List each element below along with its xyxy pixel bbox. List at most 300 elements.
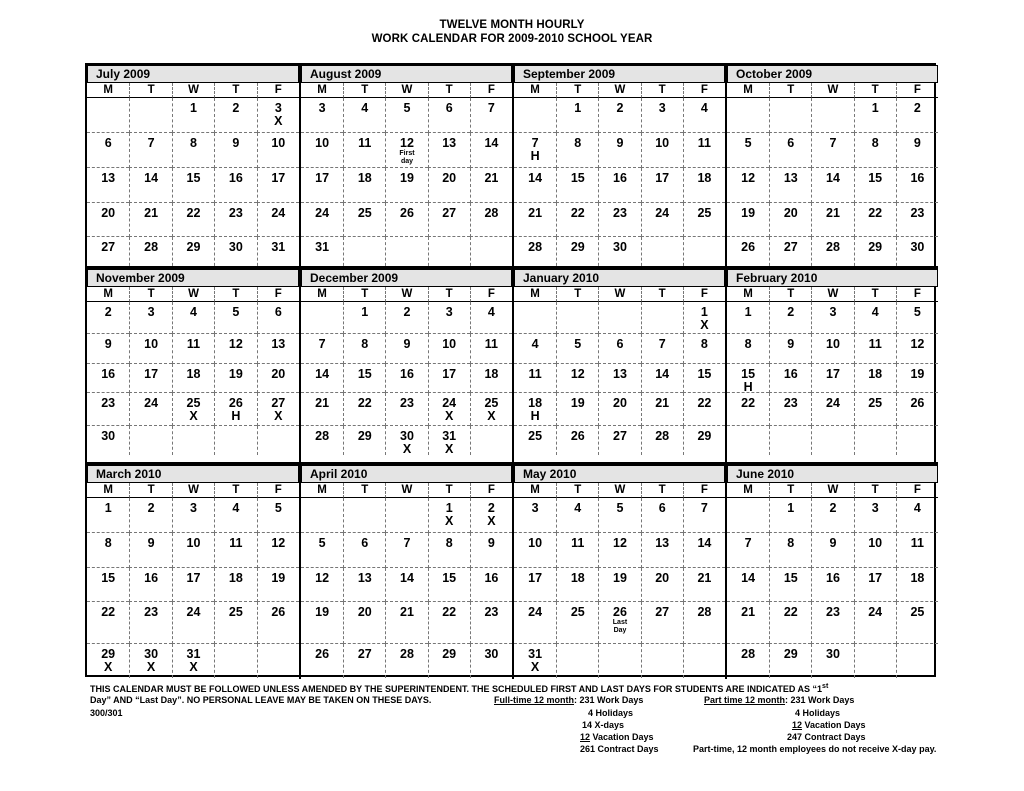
weekday-header-mon: M — [727, 83, 769, 98]
day-number: 22 — [357, 396, 372, 410]
day-number: 18 — [910, 571, 925, 585]
day-cell — [129, 533, 171, 568]
weekday-header-thu: T — [214, 287, 256, 302]
day-number: 23 — [144, 605, 159, 619]
day-cell — [214, 302, 256, 334]
day-cell — [514, 168, 556, 203]
day-number: 18 — [186, 367, 201, 381]
day-cell — [172, 498, 214, 533]
day-cell — [301, 568, 343, 602]
month-block — [512, 266, 725, 462]
day-cell — [556, 644, 598, 678]
day-number: 12 — [228, 337, 243, 351]
day-number: 2 — [787, 305, 795, 319]
day-number: 15 — [442, 571, 457, 585]
day-cell — [301, 334, 343, 364]
day-number: 8 — [744, 337, 752, 351]
weekday-header-mon: M — [301, 483, 343, 498]
day-cell — [683, 393, 725, 426]
month-header: February 2010 — [727, 269, 938, 287]
calendar-title: TWELVE MONTH HOURLY — [439, 19, 585, 31]
day-number: 6 — [445, 101, 453, 115]
day-number: 21 — [315, 396, 330, 410]
day-cell — [470, 98, 512, 133]
day-cell — [854, 568, 896, 602]
day-number: 30 — [484, 647, 499, 661]
day-number: 22 — [186, 206, 201, 220]
day-cell — [769, 602, 811, 644]
day-cell — [896, 393, 938, 426]
day-cell — [854, 602, 896, 644]
day-cell — [385, 203, 427, 237]
day-cell — [343, 644, 385, 678]
day-cell — [811, 602, 853, 644]
day-number: 15 — [357, 367, 372, 381]
day-cell — [214, 133, 256, 168]
day-cell — [854, 302, 896, 334]
day-number: 3 — [829, 305, 837, 319]
notice-line-1 — [90, 681, 828, 695]
day-cell — [514, 133, 556, 168]
day-number: 10 — [868, 536, 883, 550]
day-number: 17 — [528, 571, 543, 585]
day-cell — [727, 533, 769, 568]
day-number: 11 — [186, 337, 201, 351]
day-cell — [385, 498, 427, 533]
day-number: 22 — [868, 206, 883, 220]
document-code: 300/301 — [90, 708, 123, 718]
day-number: 28 — [655, 429, 670, 443]
day-cell — [769, 98, 811, 133]
weekday-header-tue: T — [343, 287, 385, 302]
day-cell — [769, 133, 811, 168]
day-number: 14 — [655, 367, 670, 381]
day-cell — [343, 133, 385, 168]
day-cell — [214, 426, 256, 455]
day-number: 13 — [442, 136, 457, 150]
day-cell — [172, 334, 214, 364]
day-number: 7 — [700, 501, 708, 515]
day-number: 1 — [190, 101, 197, 115]
day-number: 6 — [274, 305, 282, 319]
day-cell — [385, 644, 427, 678]
day-number: 29 — [101, 647, 116, 661]
day-number: 30 — [613, 240, 627, 254]
day-cell — [598, 168, 640, 203]
day-cell — [214, 533, 256, 568]
day-number: 22 — [442, 605, 457, 619]
day-cell — [343, 168, 385, 203]
day-cell — [811, 203, 853, 237]
day-number: 19 — [315, 605, 330, 619]
month-header: June 2010 — [727, 465, 938, 483]
day-number: 4 — [361, 101, 369, 115]
day-number: 19 — [741, 206, 756, 220]
day-cell — [470, 393, 512, 426]
weekday-header-tue: T — [129, 83, 171, 98]
day-cell — [343, 98, 385, 133]
day-number: 8 — [104, 536, 112, 550]
day-cell — [514, 364, 556, 393]
month-header: April 2010 — [301, 465, 512, 483]
day-cell — [854, 498, 896, 533]
day-cell — [129, 602, 171, 644]
day-number: 9 — [829, 536, 837, 550]
day-cell — [87, 203, 129, 237]
day-number: 16 — [826, 571, 840, 585]
day-number: 17 — [826, 367, 840, 381]
day-number: 26 — [228, 396, 243, 410]
x-day-marker: X — [445, 514, 454, 528]
day-cell — [683, 203, 725, 237]
day-number: 8 — [445, 536, 453, 550]
day-number: 19 — [400, 171, 414, 185]
day-cell — [641, 602, 683, 644]
day-number: 11 — [358, 136, 372, 150]
day-number: 11 — [697, 136, 711, 150]
day-number: 12 — [910, 337, 925, 351]
day-number: 18 — [570, 571, 585, 585]
day-number: 9 — [232, 136, 240, 150]
weekday-header-fri: F — [257, 83, 299, 98]
day-cell — [129, 98, 171, 133]
day-cell — [214, 602, 256, 644]
day-cell — [385, 302, 427, 334]
day-cell — [301, 364, 343, 393]
day-number: 16 — [400, 367, 414, 381]
notice-text-2: Day” AND “Last Day”. NO PERSONAL LEAVE MAY BE TAKEN ON THESE DAYS. — [90, 695, 432, 705]
weekday-header-thu: T — [428, 287, 470, 302]
weekday-header-thu: T — [854, 83, 896, 98]
day-number: 3 — [658, 101, 666, 115]
day-cell — [257, 302, 299, 334]
day-number: 30 — [400, 429, 414, 443]
day-number: 29 — [442, 647, 457, 661]
day-cell — [129, 168, 171, 203]
day-cell — [683, 364, 725, 393]
day-cell — [343, 302, 385, 334]
day-cell — [87, 334, 129, 364]
day-cell — [385, 168, 427, 203]
weekday-header-fri: F — [683, 287, 725, 302]
day-cell — [514, 498, 556, 533]
day-cell — [470, 133, 512, 168]
parttime-note: Part-time, 12 month employees do not receive X-day pay. — [693, 744, 937, 754]
day-number: 20 — [101, 206, 116, 220]
day-cell — [129, 426, 171, 455]
day-cell — [769, 334, 811, 364]
parttime-vacation-number: 12 — [792, 720, 803, 730]
day-number: 13 — [655, 536, 670, 550]
day-cell — [514, 602, 556, 644]
day-number: 29 — [697, 429, 712, 443]
day-cell — [428, 498, 470, 533]
day-number: 14 — [400, 571, 414, 585]
day-cell — [385, 133, 427, 168]
day-cell — [641, 302, 683, 334]
day-number: 7 — [658, 337, 666, 351]
weekday-header-mon: M — [514, 483, 556, 498]
weekday-header-tue: T — [343, 483, 385, 498]
day-cell — [257, 426, 299, 455]
day-number: 7 — [403, 536, 411, 550]
day-cell — [514, 393, 556, 426]
day-cell — [172, 168, 214, 203]
day-cell — [257, 133, 299, 168]
day-number: 11 — [571, 536, 585, 550]
day-cell — [129, 498, 171, 533]
day-cell — [470, 602, 512, 644]
day-number: 5 — [318, 536, 326, 550]
day-cell — [641, 393, 683, 426]
day-cell — [214, 203, 256, 237]
weekday-header-thu: T — [854, 483, 896, 498]
day-number: 10 — [315, 136, 330, 150]
day-number: 26 — [613, 605, 627, 619]
day-cell — [470, 168, 512, 203]
day-cell — [172, 644, 214, 678]
day-cell — [896, 568, 938, 602]
day-number: 12 — [271, 536, 286, 550]
day-number: 24 — [442, 396, 457, 410]
day-number: 2 — [403, 305, 411, 319]
day-number: 3 — [445, 305, 453, 319]
holiday-marker: H — [231, 409, 241, 423]
day-cell — [428, 98, 470, 133]
x-day-marker: X — [189, 409, 198, 423]
day-cell — [556, 302, 598, 334]
day-number: 28 — [528, 240, 543, 254]
day-cell — [301, 533, 343, 568]
x-day-marker: X — [104, 660, 113, 674]
day-number: 19 — [228, 367, 243, 381]
day-cell — [854, 334, 896, 364]
fulltime-work-days — [494, 695, 643, 706]
day-number: 26 — [910, 396, 925, 410]
day-cell — [854, 533, 896, 568]
day-number: 12 — [741, 171, 756, 185]
day-number: 28 — [741, 647, 756, 661]
x-day-marker: X — [402, 442, 412, 456]
day-number: 9 — [616, 136, 624, 150]
weekday-header-wed: W — [811, 483, 853, 498]
day-cell — [87, 533, 129, 568]
day-cell — [172, 533, 214, 568]
day-cell — [683, 498, 725, 533]
day-number: 20 — [442, 171, 457, 185]
day-cell — [385, 533, 427, 568]
day-cell — [769, 644, 811, 678]
month-header: September 2009 — [514, 65, 725, 83]
holiday-marker: H — [530, 149, 540, 163]
day-cell — [301, 98, 343, 133]
day-cell — [129, 334, 171, 364]
weekday-header-tue: T — [129, 287, 171, 302]
fulltime-label: Full-time 12 month — [494, 695, 575, 705]
day-number: 25 — [484, 396, 499, 410]
day-cell — [641, 334, 683, 364]
month-block — [299, 266, 512, 462]
day-number: 23 — [228, 206, 243, 220]
weekday-header-tue: T — [343, 83, 385, 98]
day-cell — [514, 334, 556, 364]
day-cell — [428, 168, 470, 203]
day-number: 10 — [528, 536, 543, 550]
day-number: 5 — [574, 337, 582, 351]
day-note: day — [400, 158, 414, 165]
day-cell — [598, 364, 640, 393]
day-number: 6 — [616, 337, 624, 351]
day-cell — [301, 133, 343, 168]
day-cell — [514, 568, 556, 602]
day-number: 8 — [871, 136, 879, 150]
day-cell — [598, 334, 640, 364]
day-cell — [896, 334, 938, 364]
day-number: 26 — [570, 429, 585, 443]
day-cell — [172, 393, 214, 426]
day-cell — [896, 498, 938, 533]
day-number: 21 — [400, 605, 414, 619]
day-number: 4 — [574, 501, 582, 515]
day-number: 23 — [783, 396, 798, 410]
day-number: 11 — [528, 367, 542, 381]
x-day-marker: X — [530, 660, 540, 674]
day-cell — [683, 133, 725, 168]
month-header: May 2010 — [514, 465, 725, 483]
day-number: 11 — [229, 536, 243, 550]
day-number: 1 — [700, 305, 708, 319]
weekday-header-thu: T — [428, 83, 470, 98]
holiday-marker: H — [743, 380, 753, 394]
day-number: 1 — [104, 501, 112, 515]
day-cell — [470, 533, 512, 568]
day-cell — [811, 393, 853, 426]
weekday-header-tue: T — [769, 483, 811, 498]
day-cell — [896, 302, 938, 334]
day-cell — [343, 364, 385, 393]
day-number: 14 — [484, 136, 499, 150]
day-cell — [257, 602, 299, 644]
day-cell — [470, 364, 512, 393]
weekday-header-thu: T — [641, 287, 683, 302]
weekday-header-fri: F — [683, 483, 725, 498]
day-number: 6 — [361, 536, 369, 550]
day-cell — [727, 364, 769, 393]
day-cell — [683, 302, 725, 334]
weekday-header-mon: M — [514, 83, 556, 98]
fulltime-holidays: 4 Holidays — [588, 708, 634, 718]
day-cell — [769, 203, 811, 237]
day-cell — [172, 426, 214, 455]
day-number: 31 — [315, 240, 330, 254]
day-number: 12 — [570, 367, 585, 381]
day-number: 10 — [826, 337, 840, 351]
day-cell — [301, 393, 343, 426]
day-cell — [428, 533, 470, 568]
weekday-header-fri: F — [470, 83, 512, 98]
day-number: 6 — [658, 501, 666, 515]
day-cell — [87, 568, 129, 602]
day-number: 7 — [829, 136, 837, 150]
day-number: 27 — [442, 206, 457, 220]
calendar-grid — [85, 63, 936, 677]
day-cell — [641, 133, 683, 168]
x-day-marker: X — [445, 442, 454, 456]
day-cell — [598, 426, 640, 455]
day-number: 14 — [315, 367, 330, 381]
day-cell — [854, 644, 896, 678]
day-cell — [343, 334, 385, 364]
day-cell — [598, 98, 640, 133]
month-block — [87, 266, 299, 462]
day-cell — [641, 498, 683, 533]
day-number: 28 — [826, 240, 840, 254]
x-day-marker: X — [274, 409, 283, 423]
day-cell — [896, 644, 938, 678]
day-number: 2 — [147, 501, 155, 515]
day-cell — [683, 334, 725, 364]
day-cell — [556, 364, 598, 393]
day-number: 7 — [147, 136, 155, 150]
day-number: 28 — [144, 240, 159, 254]
day-number: 10 — [655, 136, 670, 150]
month-block — [299, 462, 512, 679]
day-number: 16 — [910, 171, 925, 185]
day-number: 17 — [271, 171, 286, 185]
day-cell — [514, 98, 556, 133]
day-cell — [172, 364, 214, 393]
day-number: 15 — [570, 171, 585, 185]
day-number: 25 — [868, 396, 883, 410]
day-cell — [811, 334, 853, 364]
day-number: 27 — [271, 396, 286, 410]
day-number: 9 — [403, 337, 411, 351]
day-cell — [257, 533, 299, 568]
day-number: 7 — [744, 536, 752, 550]
day-cell — [683, 602, 725, 644]
day-cell — [896, 203, 938, 237]
day-cell — [172, 203, 214, 237]
day-number: 21 — [697, 571, 712, 585]
day-number: 27 — [613, 429, 627, 443]
day-cell — [301, 644, 343, 678]
day-cell — [301, 498, 343, 533]
weekday-header-fri: F — [896, 287, 938, 302]
day-cell — [428, 364, 470, 393]
day-cell — [514, 203, 556, 237]
day-number: 30 — [228, 240, 243, 254]
day-cell — [129, 203, 171, 237]
day-cell — [470, 334, 512, 364]
day-cell — [641, 98, 683, 133]
day-cell — [811, 568, 853, 602]
day-number: 27 — [655, 605, 670, 619]
day-number: 26 — [315, 647, 330, 661]
day-number: 30 — [144, 647, 159, 661]
day-number: 22 — [570, 206, 585, 220]
day-cell — [769, 393, 811, 426]
day-number: 4 — [190, 305, 197, 319]
day-cell — [129, 644, 171, 678]
day-number: 3 — [190, 501, 197, 515]
day-cell — [641, 426, 683, 455]
weekday-header-fri: F — [896, 83, 938, 98]
weekday-header-mon: M — [301, 83, 343, 98]
day-cell — [854, 203, 896, 237]
day-cell — [257, 364, 299, 393]
weekday-header-thu: T — [641, 483, 683, 498]
day-number: 14 — [826, 171, 840, 185]
